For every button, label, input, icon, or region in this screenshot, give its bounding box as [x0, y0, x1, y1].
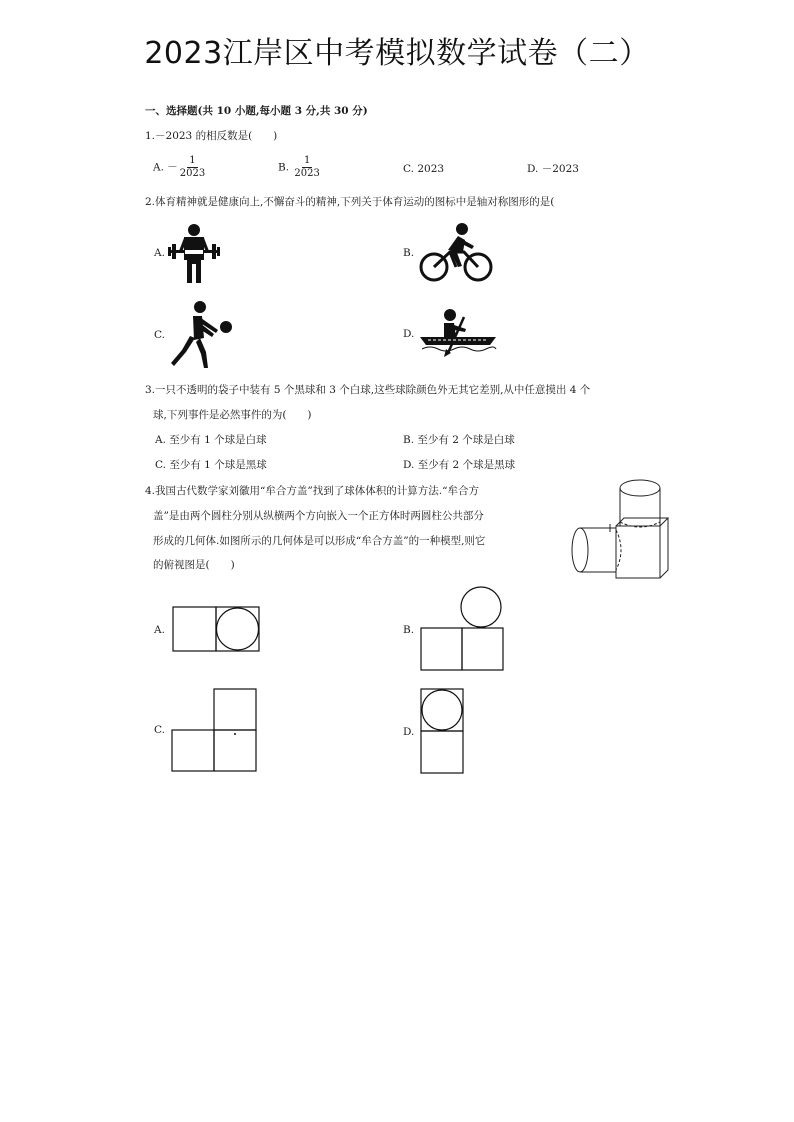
question-4-stem-line-1: 4.我国古代数学家刘徽用“牟合方盖”找到了球体体积的计算方法.“牟合方	[145, 485, 479, 497]
fraction-numerator: 1	[303, 155, 311, 166]
q1-option-c[interactable]: C. 2023	[403, 163, 445, 175]
question-3-stem-line-1: 3.一只不透明的袋子中装有 5 个黑球和 3 个白球,这些球除颜色外无其它差别,从中任意摸出 4 个	[145, 384, 591, 396]
q4-option-a-label[interactable]: A.	[154, 624, 165, 636]
exam-title: 2023江岸区中考模拟数学试卷（二）	[144, 36, 650, 71]
section-heading: 一、选择题(共 10 小题,每小题 3 分,共 30 分)	[145, 105, 368, 117]
fraction-denominator: 2023	[294, 168, 320, 179]
cycling-icon	[418, 222, 494, 282]
q1-option-d[interactable]: D. －2023	[527, 163, 579, 175]
question-4-stem-line-3: 形成的几何体.如图所示的几何体是可以形成“牟合方盖”的一种模型,则它	[153, 535, 486, 547]
q4-option-d-label[interactable]: D.	[403, 726, 415, 738]
q4-option-b-label[interactable]: B.	[403, 624, 415, 636]
cylinder-cube-model-figure	[566, 474, 670, 582]
q2-option-a-label[interactable]: A.	[154, 247, 165, 259]
q1-option-a-sign: －	[167, 161, 178, 174]
fraction-denominator: 2023	[179, 168, 206, 179]
q1-option-a[interactable]	[153, 155, 207, 180]
q4-option-d-figure	[420, 688, 464, 774]
question-3-stem-line-2: 球,下列事件是必然事件的为( )	[153, 409, 312, 421]
q1-option-b-fraction	[292, 155, 321, 180]
q4-option-c-figure	[171, 688, 257, 772]
q2-option-d-label[interactable]: D.	[403, 328, 415, 340]
q3-option-a[interactable]: A. 至少有 1 个球是白球	[155, 434, 267, 446]
question-4-stem-line-2: 盖”是由两个圆柱分别从纵横两个方向嵌入一个正方体时两圆柱公共部分	[153, 510, 484, 522]
rowing-icon	[418, 307, 498, 357]
volleyball-icon	[168, 300, 234, 370]
q1-option-b-label: B.	[278, 161, 290, 174]
q1-option-a-fraction	[178, 155, 207, 180]
q3-option-b[interactable]: B. 至少有 2 个球是白球	[403, 434, 515, 446]
question-2-stem: 2.体育精神就是健康向上,不懈奋斗的精神,下列关于体育运动的图标中是轴对称图形的是(	[145, 196, 555, 208]
q2-option-c-label[interactable]: C.	[154, 329, 165, 341]
question-4-stem-line-4: 的俯视图是( )	[153, 559, 235, 571]
q4-option-c-label[interactable]: C.	[154, 724, 165, 736]
weightlifting-icon	[168, 222, 220, 284]
q1-option-a-label: A.	[153, 161, 164, 174]
q1-option-b[interactable]	[278, 155, 322, 180]
q2-option-b-label[interactable]: B.	[403, 247, 415, 259]
fraction-numerator: 1	[189, 155, 196, 166]
q4-option-b-figure	[420, 585, 504, 671]
q3-option-c[interactable]: C. 至少有 1 个球是黑球	[155, 459, 267, 471]
question-1-stem: 1.－2023 的相反数是( )	[145, 130, 278, 142]
q4-option-a-figure	[172, 606, 260, 652]
q3-option-d[interactable]: D. 至少有 2 个球是黑球	[403, 459, 516, 471]
